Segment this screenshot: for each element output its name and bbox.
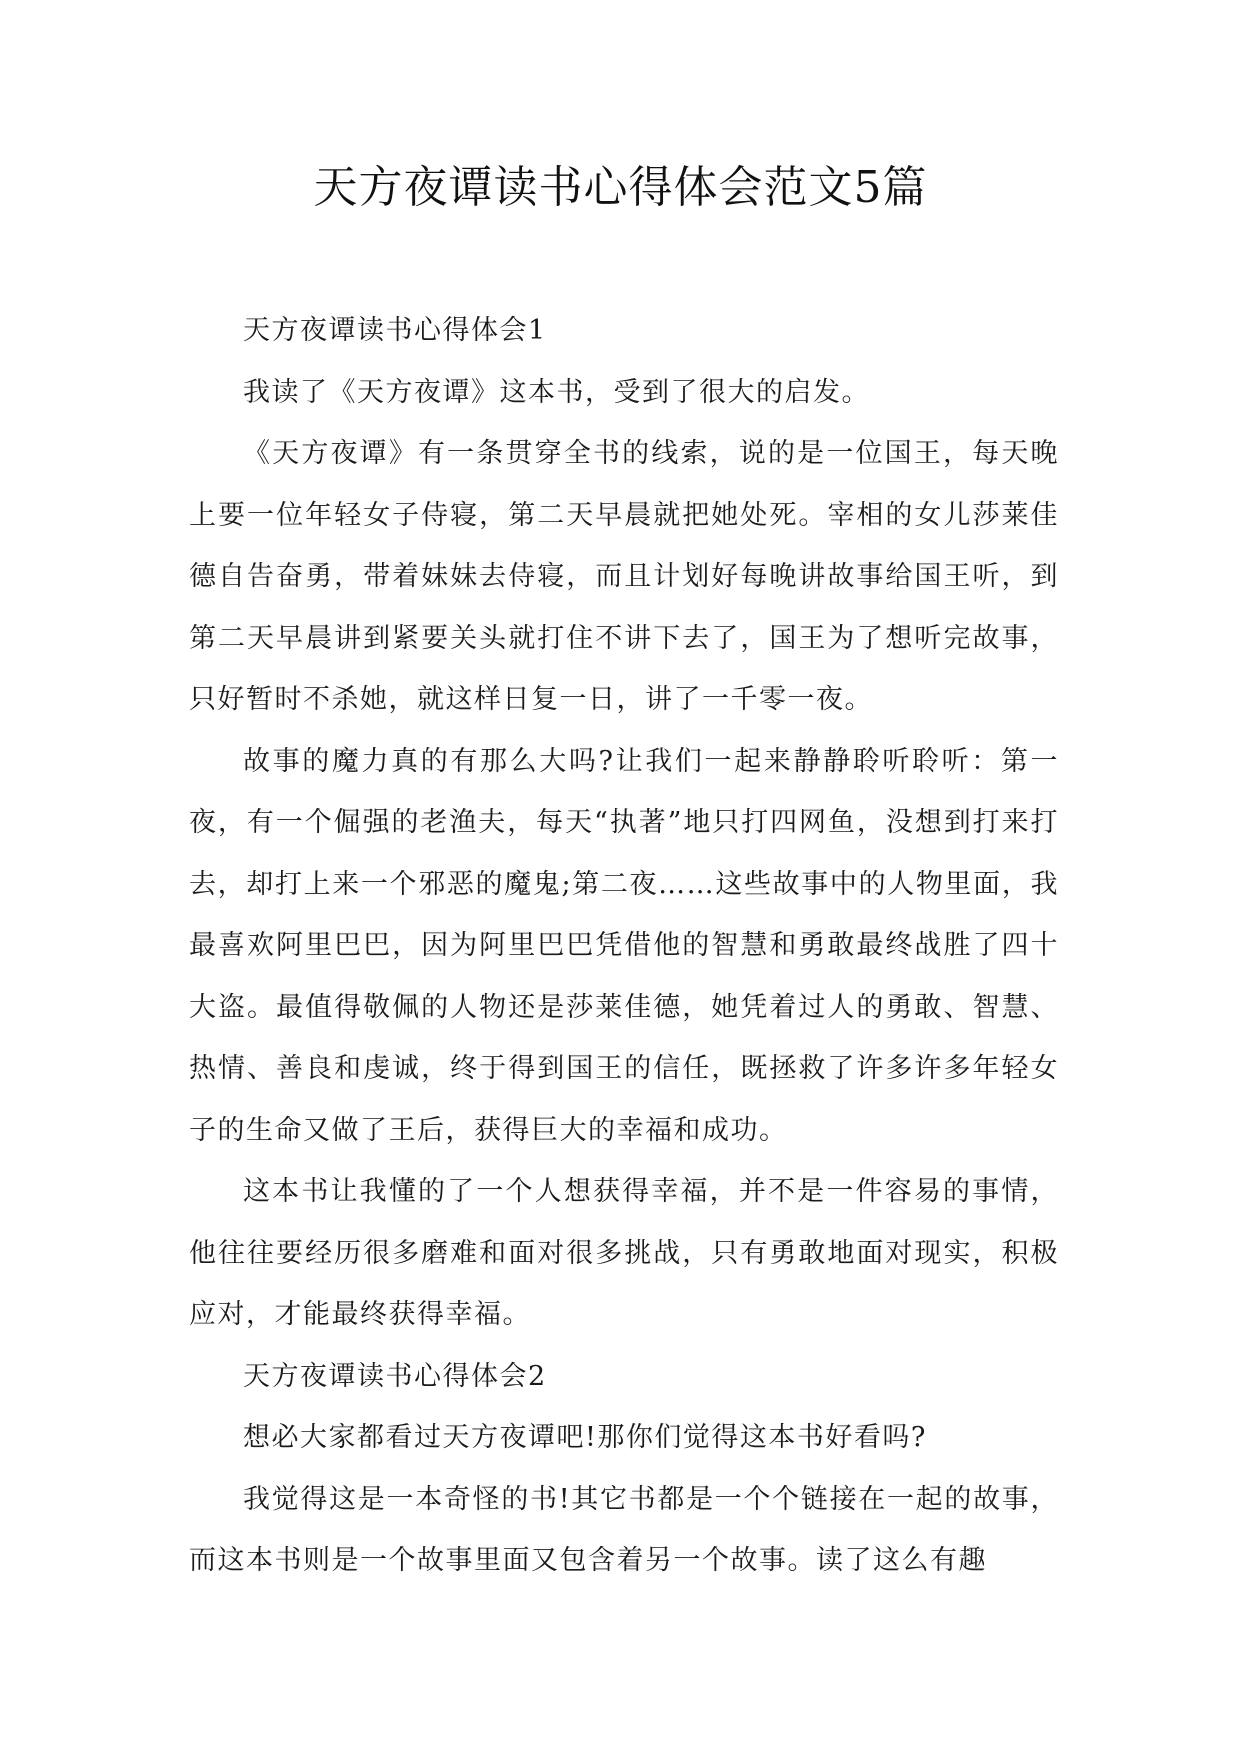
paragraph: 我读了《天方夜谭》这本书，受到了很大的启发。	[243, 376, 870, 408]
document-title: 天方夜谭读书心得体会范文5篇	[313, 162, 928, 213]
section-heading-1: 天方夜谭读书心得体会1	[243, 315, 547, 346]
paragraph: 我觉得这是一本奇怪的书!其它书都是一个个链接在一起的故事，而这本书则是一个故事里面又包含着另一个故事。读了这么有趣	[189, 1483, 1059, 1576]
section-heading-2: 天方夜谭读书心得体会2	[243, 1360, 547, 1392]
paragraph: 这本书让我懂的了一个人想获得幸福，并不是一件容易的事情，他往往要经历很多磨难和面对很多挑战，只有勇敢地面对现实，积极应对，才能最终获得幸福。	[189, 1176, 1059, 1330]
paragraph: 《天方夜谭》有一条贯穿全书的线索，说的是一位国王，每天晚上要一位年轻女子侍寝，第二天早晨就把她处死。宰相的女儿莎莱佳德自告奋勇，带着妹妹去侍寝，而且计划好每晚讲故事给国王听，到第二天早晨讲到紧要关头就打住不讲下去了，国王为了想听完故事，只好暂时不杀她，就这样日复一日，讲了一千零一夜。	[189, 438, 1059, 715]
paragraph: 故事的魔力真的有那么大吗?让我们一起来静静聆听聆听：第一夜，有一个倔强的老渔夫，每天“执著”地只打四网鱼，没想到打来打去，却打上来一个邪恶的魔鬼;第二夜……这些故事中的人物里面，我最喜欢阿里巴巴，因为阿里巴巴凭借他的智慧和勇敢最终战胜了四十大盗。最值得敬佩的人物还是莎莱佳德，她凭着过人的勇敢、智慧、热情、善良和虔诚，终于得到国王的信任，既拯救了许多许多年轻女子的生命又做了王后，获得巨大的幸福和成功。	[189, 745, 1059, 1146]
document-body	[189, 300, 1059, 1592]
paragraph: 想必大家都看过天方夜谭吧!那你们觉得这本书好看吗?	[243, 1422, 927, 1453]
